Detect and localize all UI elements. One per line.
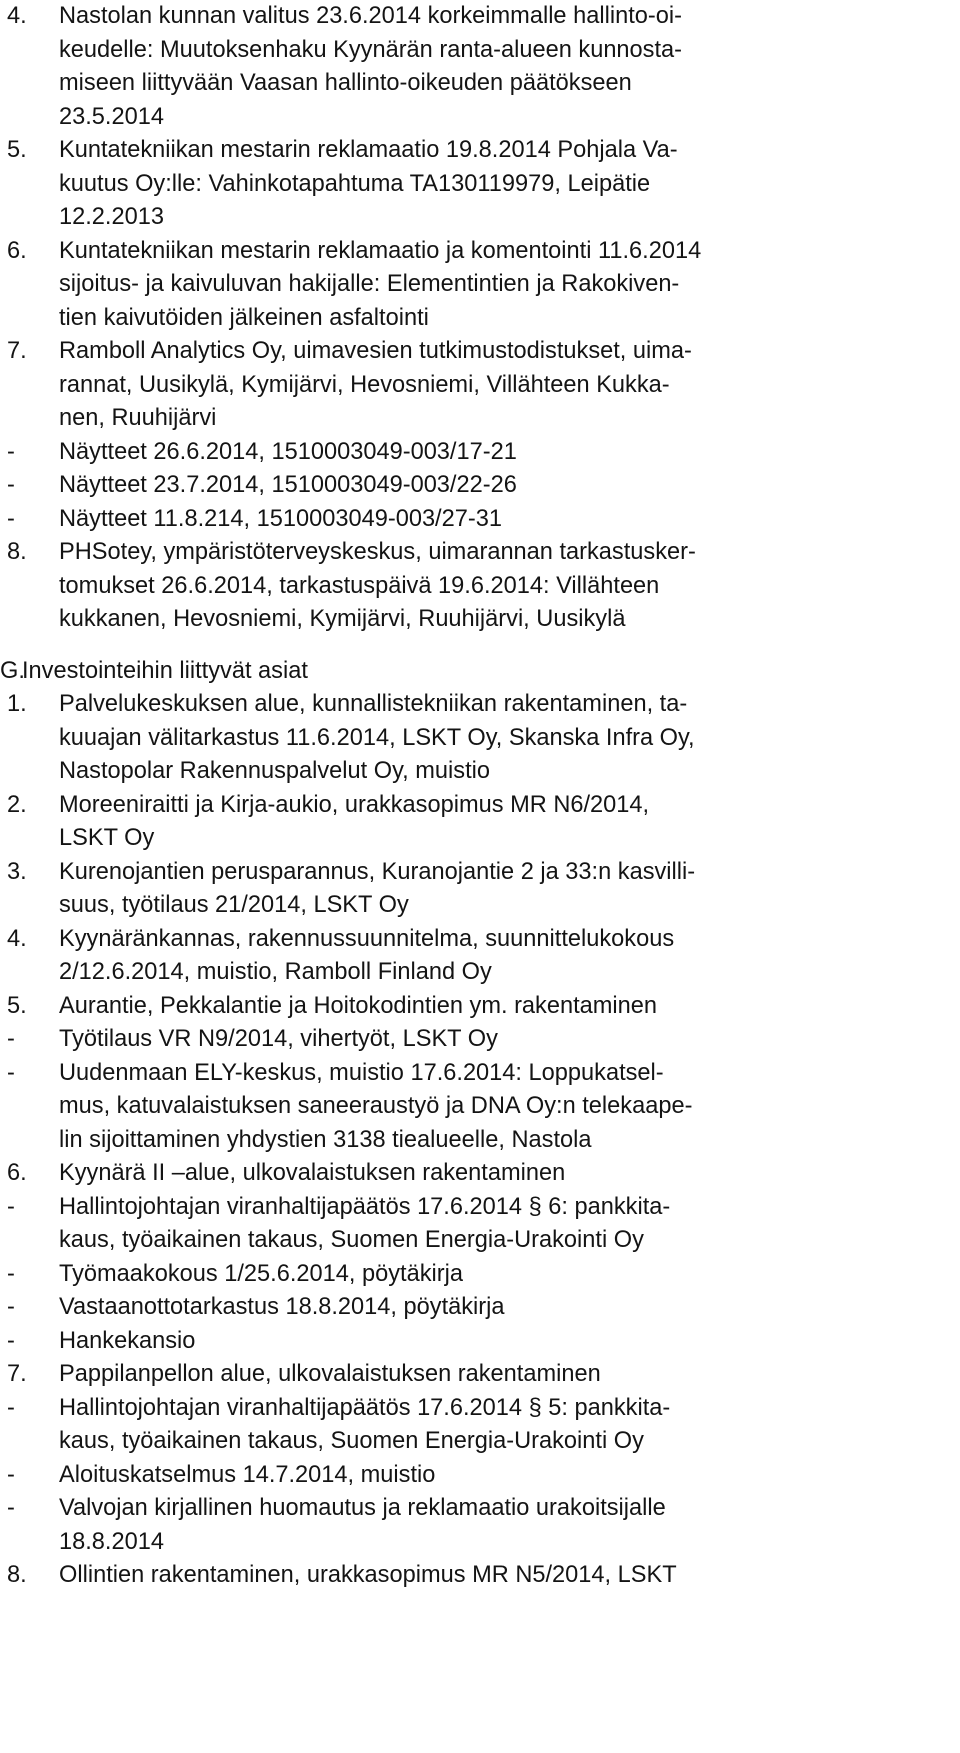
dash-list-item [0,1023,960,1057]
text-line: rannat, Uusikylä, Kymijärvi, Hevosniemi, Villähteen Kukka- [59,371,670,398]
list-marker: 5. [7,992,27,1019]
list-item-text [59,990,919,1024]
list-marker: 4. [7,3,27,29]
text-line: suus, työtilaus 21/2014, LSKT Oy [59,892,409,918]
text-line: Nastolan kunnan valitus 23.6.2014 korkeimmalle hallinto-oi- [59,3,682,29]
dash-list-item [0,1325,960,1359]
text-line: kuuajan välitarkastus 11.6.2014, LSKT Oy, Skanska Infra Oy, [59,724,695,751]
list-item-text [59,536,919,637]
text-line: kaus, työaikainen takaus, Suomen Energia-Urakointi Oy [59,1428,644,1454]
list-item-text [59,789,919,856]
list-item-text [59,1559,919,1593]
list-marker: - [7,1461,15,1488]
numbered-list-section-g [0,688,960,1593]
numbered-list-item [0,335,960,436]
text-line: Näytteet 26.6.2014, 1510003049-003/17-21 [59,438,517,465]
numbered-list-item [0,235,960,336]
text-line: 23.5.2014 [59,103,164,130]
list-marker: - [7,505,15,532]
text-line: 18.8.2014 [59,1528,164,1555]
numbered-list-item [0,789,960,856]
list-item-text [59,1157,919,1191]
list-item-text [59,235,919,336]
section-heading-g [0,655,960,689]
list-marker: 2. [7,791,27,818]
list-item-text [59,1325,919,1359]
list-item-text [59,134,919,235]
list-item-text [59,1291,919,1325]
text-line: Näytteet 11.8.214, 1510003049-003/27-31 [59,505,502,532]
list-item-text [59,335,919,436]
text-line: Hallintojohtajan viranhaltijapäätös 17.6.2014 § 5: pankkita- [59,1394,671,1421]
list-marker: - [7,438,15,465]
text-line: nen, Ruuhijärvi [59,405,217,431]
text-line: PHSotey, ympäristöterveyskeskus, uimarannan tarkastusker- [59,539,696,565]
list-marker: 8. [7,1562,27,1588]
list-item-text [59,1057,919,1158]
dash-list-item [0,503,960,537]
dash-list-item [0,1459,960,1493]
text-line: kukkanen, Hevosniemi, Kymijärvi, Ruuhijärvi, Uusikylä [59,606,626,632]
numbered-list-item [0,688,960,789]
list-item-text [59,0,919,134]
text-line: Aloituskatselmus 14.7.2014, muistio [59,1461,436,1488]
text-line: keudelle: Muutoksenhaku Kyynärän ranta-alueen kunnosta- [59,36,683,63]
section-title: Investointeihin liittyvät asiat [22,657,308,684]
numbered-list-item [0,856,960,923]
text-line: kuutus Oy:lle: Vahinkotapahtuma TA130119979, Leipätie [59,170,651,197]
text-line: Palvelukeskuksen alue, kunnallistekniikan rakentaminen, ta- [59,691,688,717]
list-marker: 7. [7,338,27,364]
text-line: Kyynäränkannas, rakennussuunnitelma, suunnittelukokous [59,925,675,952]
text-line: Kurenojantien perusparannus, Kuranojantie 2 ja 33:n kasvilli- [59,858,696,885]
text-line: Pappilanpellon alue, ulkovalaistuksen rakentaminen [59,1361,601,1387]
numbered-list-item [0,0,960,134]
text-line: sijoitus- ja kaivuluvan hakijalle: Elementintien ja Rakokiven- [59,271,680,297]
text-line: Nastopolar Rakennuspalvelut Oy, muistio [59,758,491,784]
text-line: tomukset 26.6.2014, tarkastuspäivä 19.6.2014: Villähteen [59,572,660,599]
list-marker: - [7,1193,15,1220]
list-marker: 6. [7,237,27,264]
list-marker: 5. [7,137,27,163]
list-marker: - [7,1294,15,1320]
numbered-list-item [0,1157,960,1191]
dash-list-item [0,1492,960,1559]
text-line: Kuntatekniikan mestarin reklamaatio ja komentointi 11.6.2014 [59,237,702,264]
text-line: Aurantie, Pekkalantie ja Hoitokodintien ym. rakentaminen [59,992,658,1019]
list-item-text [59,688,919,789]
list-marker: 6. [7,1160,27,1186]
dash-list-item [0,469,960,503]
numbered-list-item [0,536,960,637]
list-marker: 3. [7,858,27,885]
dash-list-item [0,1291,960,1325]
numbered-list-item [0,923,960,990]
dash-list-item [0,1191,960,1258]
text-line: Kuntatekniikan mestarin reklamaatio 19.8.2014 Pohjala Va- [59,137,678,163]
list-marker: - [7,1394,15,1421]
text-line: Moreeniraitti ja Kirja-aukio, urakkasopimus MR N6/2014, [59,791,650,818]
list-marker: - [7,472,15,498]
text-line: Kyynärä II –alue, ulkovalaistuksen rakentaminen [59,1160,566,1186]
text-line: Hallintojohtajan viranhaltijapäätös 17.6.2014 § 6: pankkita- [59,1193,671,1220]
list-marker: - [7,1059,15,1086]
numbered-list-item [0,134,960,235]
dash-list-item [0,1392,960,1459]
text-line: tien kaivutöiden jälkeinen asfaltointi [59,304,429,331]
numbered-list-top [0,0,960,637]
text-line: 2/12.6.2014, muistio, Ramboll Finland Oy [59,959,492,985]
list-item-text [59,1023,919,1057]
list-item-text [59,1492,919,1559]
dash-list-item [0,1258,960,1292]
dash-list-item [0,1057,960,1158]
numbered-list-item [0,1358,960,1392]
list-item-text [59,1459,919,1493]
text-line: mus, katuvalaistuksen saneeraustyö ja DNA Oy:n telekaape- [59,1093,693,1119]
section-marker: G. [0,657,25,684]
numbered-list-item [0,1559,960,1593]
text-line: 12.2.2013 [59,204,164,230]
list-item-text [59,1358,919,1392]
list-marker: 1. [7,691,27,717]
list-item-text [59,856,919,923]
list-marker: 8. [7,539,27,565]
text-line: kaus, työaikainen takaus, Suomen Energia-Urakointi Oy [59,1227,644,1253]
list-item-text [59,1392,919,1459]
list-item-text [59,436,919,470]
text-line: Hankekansio [59,1327,196,1354]
text-line: miseen liittyvään Vaasan hallinto-oikeuden päätökseen [59,70,632,96]
list-marker: - [7,1026,15,1052]
list-marker: 4. [7,925,27,952]
list-item-text [59,1191,919,1258]
numbered-list-item [0,990,960,1024]
text-line: Näytteet 23.7.2014, 1510003049-003/22-26 [59,472,517,498]
list-marker: 7. [7,1361,27,1387]
text-line: Vastaanottotarkastus 18.8.2014, pöytäkirja [59,1294,505,1320]
text-line: Ramboll Analytics Oy, uimavesien tutkimustodistukset, uima- [59,338,692,364]
text-line: Työmaakokous 1/25.6.2014, pöytäkirja [59,1260,463,1287]
list-marker: - [7,1327,15,1354]
text-line: lin sijoittaminen yhdystien 3138 tiealueelle, Nastola [59,1126,592,1153]
text-line: Valvojan kirjallinen huomautus ja reklamaatio urakoitsijalle [59,1495,666,1521]
text-line: Ollintien rakentaminen, urakkasopimus MR N5/2014, LSKT [59,1562,677,1588]
dash-list-item [0,436,960,470]
list-marker: - [7,1495,15,1521]
list-item-text [59,503,919,537]
list-item-text [59,923,919,990]
text-line: Työtilaus VR N9/2014, vihertyöt, LSKT Oy [59,1026,498,1052]
text-line: Uudenmaan ELY-keskus, muistio 17.6.2014: Loppukatsel- [59,1059,664,1086]
list-item-text [59,1258,919,1292]
list-item-text [59,469,919,503]
list-marker: - [7,1260,15,1287]
text-line: LSKT Oy [59,825,155,851]
